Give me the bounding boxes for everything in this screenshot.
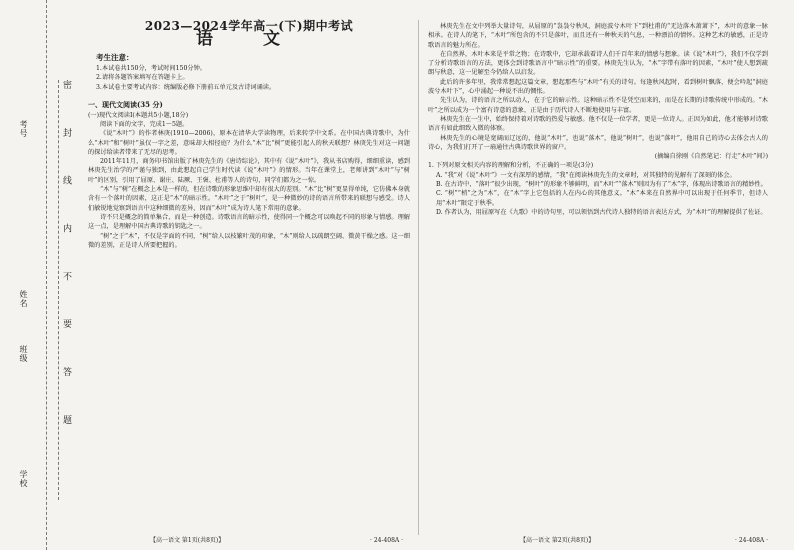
kaohao-label: 考号 [19,120,28,138]
seal-line: 密 封 线 内 不 要 答 题 [58,80,73,500]
option-a: A. “我”对《说“木叶”》一文有深厚的感情，“我”在阅读林庚先生的文章时，对其独特的见解有了深刻的体会。 [436,171,736,179]
column-divider [418,20,419,535]
option-c: C. “树”“梢”之为“木”，在“木”字上它包括的人在内心的其他意义。“木”本来在自然界中可以出现于任何季节，但诗人用“木叶”限定于秋季。 [436,190,768,207]
instruction: 阅读下面的文字，完成1～5题。 [100,120,189,128]
binding-margin [0,0,47,550]
passage-paragraph: 《说“木叶”》的作者林庚(1910—2006)，原本在清华大学读物理，后来转学中文系。在中国古典诗歌中，为什么“木叶”和“树叶”虽仅一字之差，意味却大相径庭？为什么“木”比“树”更能引起人的秋天联想？林庚先生对这一问题的探讨给读者带来了无尽的思考。 [88,130,410,156]
passage-paragraph: 在自然界，木叶本来是平常之物；在诗歌中，它却承载着诗人们千百年来的情感与想象。读《说“木叶”》，我们不仅学到了分析诗歌语言的方法，更体会到诗歌语言中“暗示性”的重要。林庚先生认为，“木”字带有落叶的因素，“木叶”使人想到疏朗与秋意，这一见解至今仍给人以启发。 [428,50,768,77]
passage-paragraph: “树”之于“木”，不仅是字面的不同，“树”给人以枝繁叶茂的印象，“木”则给人以疏朗空阔、微黄干燥之感。这一细微的差别，正是诗人所要把握的。 [88,232,410,249]
page-1 [88,19,410,250]
passage-paragraph: 林庚先生在一生中，始终保持着对诗歌的热爱与敏感。他不仅是一位学者，更是一位诗人。正因为如此，他才能够对诗歌语言有如此细致入微的体察。 [428,115,768,133]
page-2 [428,22,768,217]
passage-paragraph: 2011年11月，商务印书馆出版了林庚先生的《唐诗综论》，其中有《说“木叶”》，我从书店购得，细细重读，感到林庚先生治学的严谨与独到，由此想起自己学生时代读《说“木叶”》的情形。当年在课堂上，老师讲到“木叶”与“树叶”的区别，引用了屈原、谢庄、陆厥、王褒、杜甫等人的诗句，同学们都为之一惊。 [88,158,410,184]
passage-paragraph: 林庚先生在文中列举大量诗句，从屈原的“袅袅兮秋风，洞庭波兮木叶下”到杜甫的“无边落木萧萧下”，木叶的意象一脉相承。在诗人的笔下，“木叶”所包含的不只是落叶，而且还有一种秋天的气息，一种漂泊的情怀。这种艺术的敏感，正是诗歌语言的魅力所在。 [428,23,768,49]
section-heading: 一、现代文阅读(35 分) [88,100,163,110]
exam-title: 2023—2024学年高一(下)期中考试 [144,19,354,33]
paper-code-1: · 24-408A · [370,537,404,544]
paper-code-2: · 24-408A · [735,537,769,544]
notice-heading: 考生注意： [96,52,134,62]
banji-label: 班级 [19,345,28,363]
option-b: B. 在古诗中，“落叶”很少出现，“树叶”的形象不够鲜明，而“木叶”“落木”则因为有了“木”字，体现出诗歌语言的精妙性。 [436,181,767,189]
notice-item: 3.本试卷主要考试内容：统编版必修下册前五单元及古诗词诵读。 [96,83,276,91]
passage-paragraph: 此后的许多年里，我常常想起这篇文章，想起那些与“木叶”有关的诗句。每逢秋风起时，看到树叶飘落，便会吟起“洞庭波兮木叶下”，心中涌起一种说不出的惆怅。 [428,78,768,96]
subject-title: 语 文 [196,29,302,50]
notice-item: 1.本试卷共150分，考试时间150分钟。 [96,64,206,72]
notice-item: 2.请将各题答案填写在答题卡上。 [96,74,189,82]
page-footer-2: 【高一语文 第2页(共8页)】 [520,537,595,544]
option-d: D. 作者认为，用屈原写在《九歌》中的诗句里，可以领悟到古代诗人独特的语言表达方式，为“木叶”的理解提供了佐证。 [436,208,767,216]
question-stem: 1. 下列对原文相关内容的理解和分析，不正确的一项是(3分) [428,162,594,170]
source-citation: (摘编自徐刚《自然笔记：行走“木叶”间》) [654,153,768,161]
page-footer-1: 【高一语文 第1页(共8页)】 [150,537,225,544]
passage-paragraph: “木”与“树”在概念上本是一样的，但在诗歌的形象思维中却有很大的差别。“木”比“树”更显得单纯，它仿佛本身就含有一个落叶的因素，这正是“木”的暗示性。“木叶”之于“树叶”，是一种微妙的诗的语言所带来的联想与感受。诗人们敏锐地觉察到语言中这种细微的差异，因而“木叶”成为诗人笔下常用的意象。 [88,186,410,212]
passage-paragraph: 诗不只是概念的简单集合，而是一种创造。诗歌语言的暗示性，使得同一个概念可以唤起不同的形象与情感。理解这一点，是理解中国古典诗歌的钥匙之一。 [88,213,410,231]
passage-paragraph: 先生认为，诗的语言之所以动人，在于它的暗示性。这种暗示性不是凭空而来的，而是在长期的诗歌传统中形成的。“木叶”之所以成为一个富有诗意的意象，正是由于历代诗人不断地使用与丰富。 [428,97,768,114]
xingming-label: 姓名 [19,290,28,308]
xuexiao-label: 学校 [19,470,28,488]
subsection-heading: (一)现代文阅读Ⅰ(本题共5小题,18分) [88,111,189,119]
passage-paragraph: 林庚先生的心境是宽阔而辽远的，他说“木叶”，也说“落木”，他说“树叶”，也说“落叶”，他用自己的诗心去体会古人的诗心，为我们打开了一扇通往古典诗歌世界的窗户。 [428,134,768,151]
